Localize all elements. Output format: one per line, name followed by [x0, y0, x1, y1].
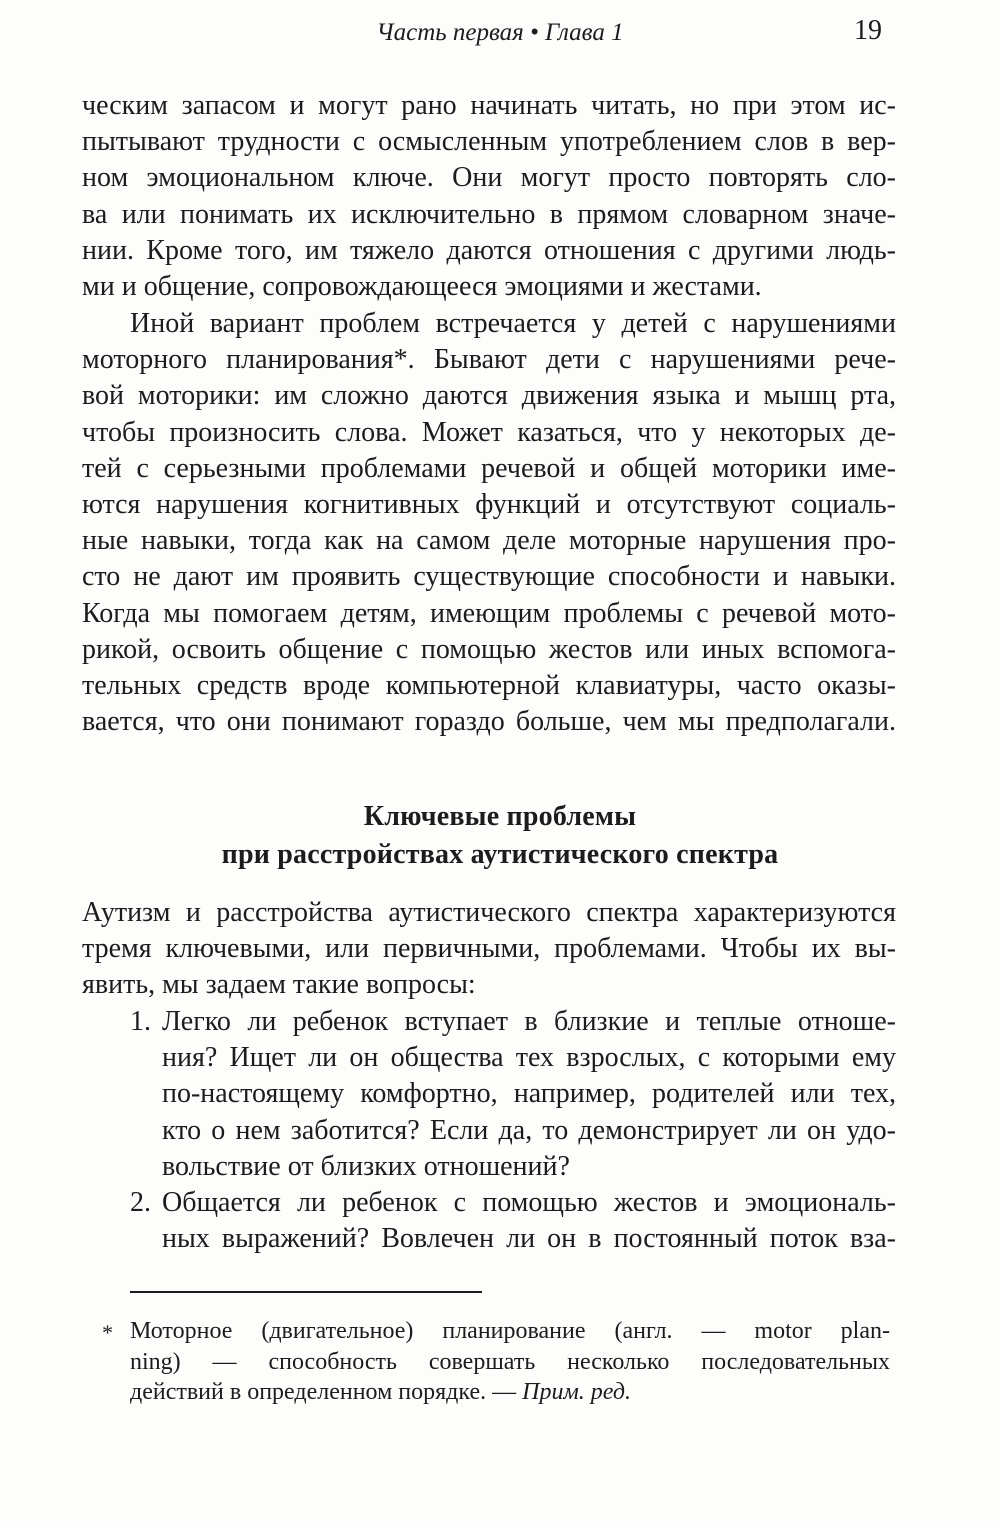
text-line: вой моторики: им сложно даются движения языка и мышц рта,	[82, 380, 896, 412]
text-line: Аутизм и расстройства аутистического спектра характеризуются	[82, 897, 896, 928]
list-item	[82, 1185, 896, 1257]
section-heading-line-2: при расстройствах аутистического спектра	[221, 839, 779, 870]
text-line: тельных средств вроде компьютерной клавиатуры, часто оказы-	[82, 669, 896, 701]
footnote-line: ning) — способность совершать несколько последовательных	[130, 1348, 890, 1375]
list-number: 2.	[130, 1186, 151, 1218]
paragraph-2	[82, 306, 896, 740]
editor-note: Прим. ред.	[522, 1379, 631, 1405]
list-item	[82, 1004, 896, 1185]
text-line: Иной вариант проблем встречается у детей с нарушениями	[130, 308, 896, 339]
text-line: Общается ли ребенок с помощью жестов и эмоциональ-	[162, 1186, 896, 1218]
question-list	[82, 1004, 896, 1257]
text-line: тей с серьезными проблемами речевой и общей моторики име-	[82, 452, 896, 484]
text-line: моторного планирования*. Бывают дети с нарушениями рече-	[82, 344, 896, 376]
text-line: явить, мы задаем такие вопросы:	[82, 969, 476, 1001]
text-line: рикой, освоить общение с помощью жестов или иных вспомога-	[82, 633, 896, 665]
paragraph-1	[82, 88, 896, 305]
text-line: тремя ключевыми, или первичными, проблемами. Чтобы их вы-	[82, 933, 896, 965]
section-heading-line-1: Ключевые проблемы	[363, 801, 637, 832]
footnote-separator	[130, 1291, 482, 1293]
text-line: ва или понимать их исключительно в прямом словарном значе-	[82, 198, 896, 230]
text-line: ном эмоциональном ключе. Они могут просто повторять сло-	[82, 162, 896, 194]
paragraph-3	[82, 895, 896, 1004]
footnote	[102, 1316, 890, 1408]
footnote-line	[130, 1377, 890, 1408]
text-line: чтобы произносить слова. Может казаться, что у некоторых де-	[82, 416, 896, 448]
text-line: ных выражений? Вовлечен ли он в постоянный поток вза-	[162, 1223, 896, 1255]
text-line: ми и общение, сопровождающееся эмоциями и жестами.	[82, 270, 762, 302]
text-line: по-настоящему комфортно, например, родителей или тех,	[162, 1078, 896, 1110]
text-line: пытывают трудности с осмысленным употреблением слов в вер-	[82, 126, 896, 158]
footnote-text: действий в определенном порядке. —	[130, 1379, 523, 1405]
text-line: ные навыки, тогда как на самом деле моторные нарушения про-	[82, 525, 896, 557]
text-line: ческим запасом и могут рано начинать читать, но при этом ис-	[82, 90, 896, 121]
footnote-line: Моторное (двигательное) планирование (англ. — motor plan-	[130, 1318, 890, 1344]
text-line: ются нарушения когнитивных функций и отсутствуют социаль-	[82, 488, 896, 520]
text-line: вольствие от близких отношений?	[162, 1150, 570, 1182]
text-line: Когда мы помогаем детям, имеющим проблемы с речевой мото-	[82, 597, 896, 629]
text-line: кто о нем заботится? Если да, то демонстрирует ли он удо-	[162, 1114, 896, 1146]
running-head	[0, 14, 1000, 50]
text-line: сто не дают им проявить существующие способности и навыки.	[82, 561, 896, 593]
page-number: 19	[854, 15, 882, 46]
text-line: вается, что они понимают гораздо больше, чем мы предполагали.	[82, 706, 896, 738]
footnote-marker: *	[102, 1320, 113, 1345]
text-line: нии. Кроме того, им тяжело даются отношения с другими людь-	[82, 234, 896, 266]
text-line: ния? Ищет ли он общества тех взрослых, с которыми ему	[162, 1042, 896, 1074]
text-line: Легко ли ребенок вступает в близкие и теплые отноше-	[162, 1006, 896, 1037]
running-title: Часть первая • Глава 1	[376, 19, 624, 46]
list-number: 1.	[130, 1006, 151, 1037]
